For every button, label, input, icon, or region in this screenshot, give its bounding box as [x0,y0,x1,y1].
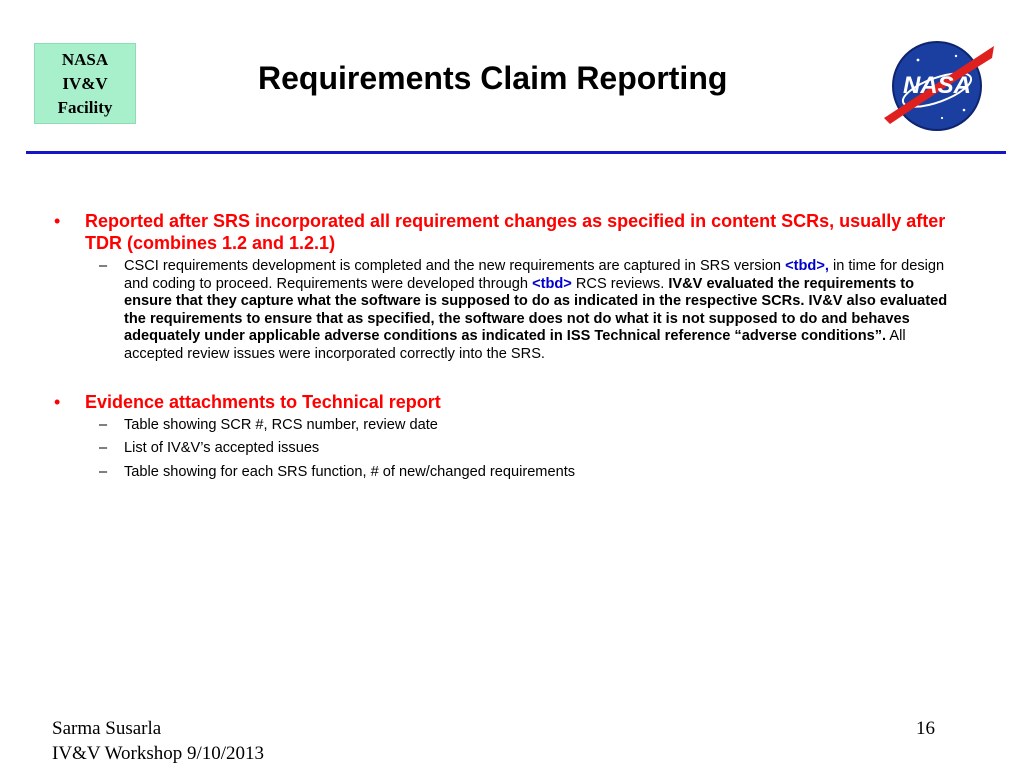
footer-credits [52,716,264,766]
facility-label-box [34,43,136,124]
sub-item [85,440,952,458]
dash-icon: – [99,258,108,274]
bold-statement: IV&V evaluated the requirements to ensure that they capture what the software is supposed to do as indicated in the respective SCRs. IV&V also evaluated the requirements to ensure that as specified, the software does not do what it is not supposed to do and behaves adequately under applicable adverse conditions as indicated in ISS Technical reference “adverse conditions”. [124,275,948,345]
dash-icon: – [99,463,108,480]
header-divider [26,151,1006,154]
sub-item [85,417,952,435]
sub-item-text: CSCI requirements development is completed and the new requirements are captured in SRS version <tbd>, in time for design and coding to proceed. Requirements were developed through <tbd> RCS reviews. IV&V evaluated the requirements to ensure that they capture what the software is supposed to do as indicated in the respective SCRs. IV&V also evaluated the requirements to ensure that as specified, the software does not do what it is not supposed to do and behaves adequately under applicable adverse conditions as indicated in ISS Technical reference “adverse conditions”. All accepted review issues were incorporated correctly into the SRS. [124,258,948,362]
sub-item-text: Table showing SCR #, RCS number, review date [124,416,438,433]
bullet-text: Evidence attachments to Technical report [85,391,441,412]
sub-item-text: Table showing for each SRS function, # of new/changed requirements [124,463,576,480]
tbd-placeholder: <tbd>, [785,258,829,274]
bullet-text: Reported after SRS incorporated all requirement changes as specified in content SCRs, usually after TDR (combines 1.2 and 1.2.1) [85,211,946,253]
sub-item [85,258,952,364]
page-number: 16 [916,718,935,739]
facility-line-2: IV&V [62,74,108,93]
facility-line-1: NASA [61,50,109,69]
slide-title: Requirements Claim Reporting [258,60,728,96]
dash-icon: – [99,416,108,433]
bullet-item [52,391,952,482]
facility-line-3: Facility [57,98,113,117]
nasa-logo-icon [880,38,998,134]
bullet-dot-icon: • [54,391,61,412]
bullet-item [52,210,952,364]
sub-item [85,464,952,482]
footer-event: IV&V Workshop 9/10/2013 [52,743,265,764]
tbd-placeholder: <tbd> [532,275,572,292]
nasa-logo-text: NASA [902,72,972,99]
sub-item-text: List of IV&V’s accepted issues [124,440,320,457]
dash-icon: – [99,440,108,457]
slide-body [52,210,952,481]
footer-author: Sarma Susarla [52,718,162,739]
bullet-dot-icon: • [54,211,61,231]
